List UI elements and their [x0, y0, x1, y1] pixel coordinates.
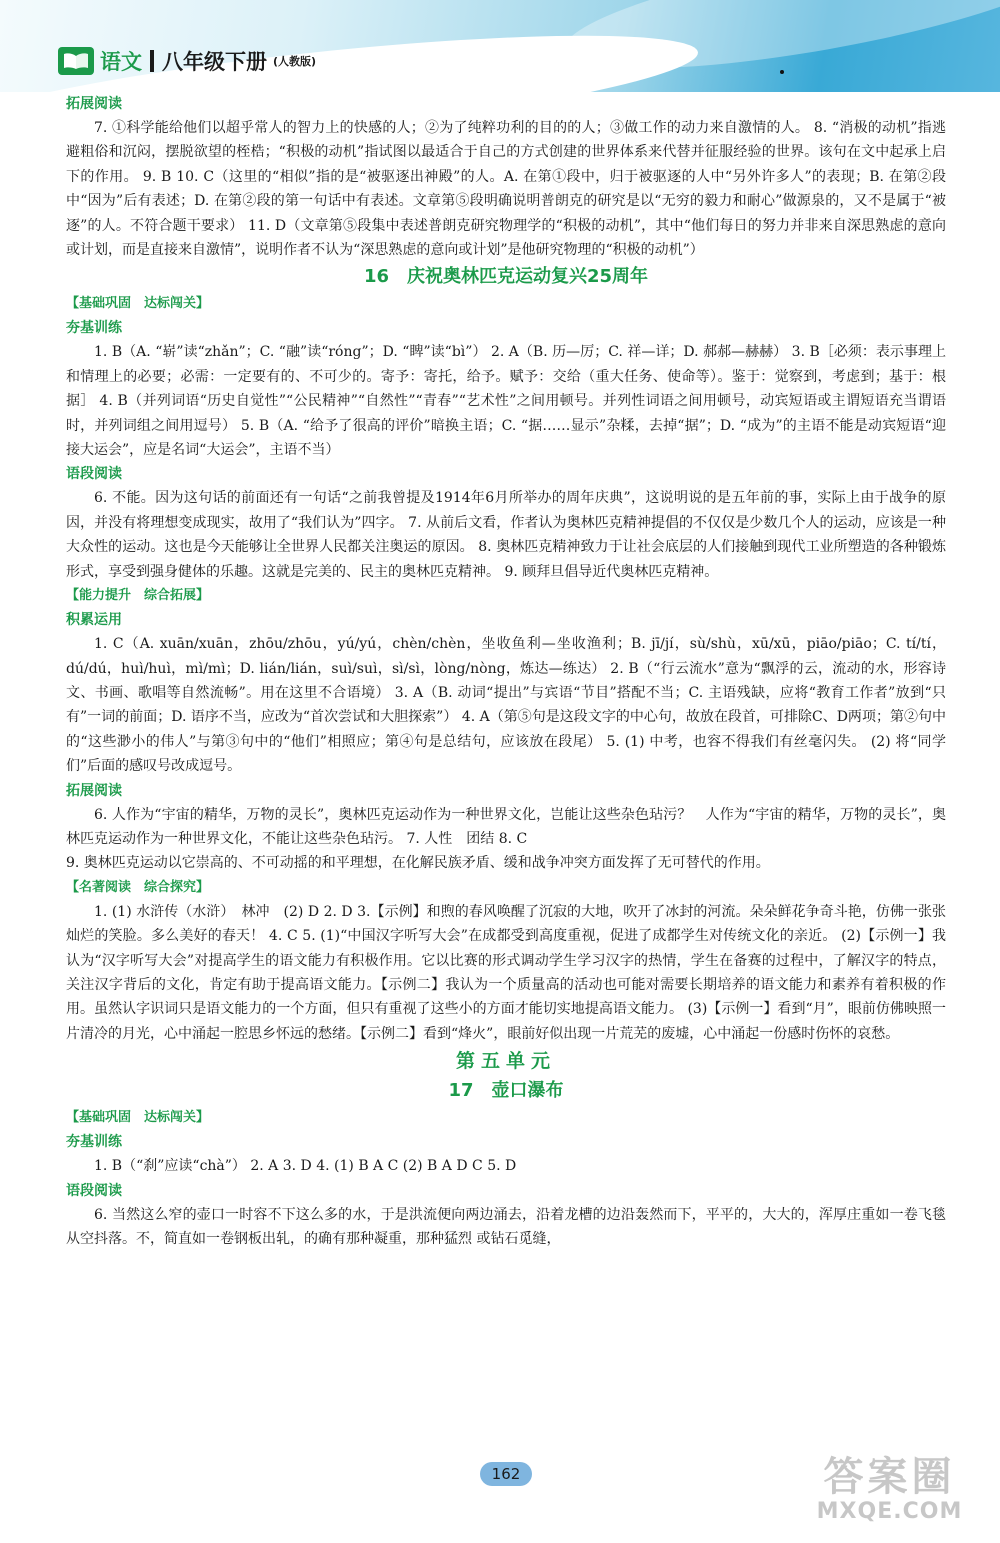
answer-paragraph: 7. ①科学能给他们以超乎常人的智力上的快感的人；②为了纯粹功利的目的的人；③做工作的动力来自激情的人。 8. “消极的动机”指逃避粗俗和沉闷，摆脱欲望的桎梏；“积极的动机”指试图以最适合于自己的方式创建的世界体系来代替并征服经验的世界。该句在文中起承上启下的作用。 9. B 10. C（这里的“相似”指的是“被驱逐出神殿”的人。A. 在第①段中，归于被驱逐的人中“另外许多人”的表现；B. 在第②段中“因为”后有表述；D. 在第②段的第一句话中有表述。文章第⑤段明确说明普朗克的研究是以“无穷的毅力和耐心”做源泉的，又不是属于“被逐”的人。不符合题干要求） 11. D（文章第⑤段集中表述普朗克研究物理学的“积极的动机”，其中“他们每日的努力并非来自深思熟虑的意向或计划，而是直接来自激情”，说明作者不认为“深思熟虑的意向或计划”是他研究物理的“积极的动机”） [66, 120, 946, 259]
watermark-logo-text: 答案圈 [823, 1454, 956, 1500]
answer-paragraph: 1. (1) 水浒传（水浒） 林冲 (2) D 2. D 3.【示例】和煦的春风唤醒了沉寂的大地，吹开了冰封的河流。朵朵鲜花争奇斗艳，仿佛一张张灿烂的笑脸。多么美好的春天！ 4. C 5. (1)“中国汉字听写大会”在成都受到高度重视，促进了成都学生对传统文化的亲近。 (2)【示例一】我认为“汉字听写大会”对提高学生的语文能力有积极作用。它以比赛的形式调动学生学习汉字的热情，学生在备赛的过程中，了解汉字的特点，关注汉字背后的文化，肯定有助于提高语文能力。【示例二】我认为一个质量高的活动也可能对需要长期培养的语文能力和素养有着积极的作用。虽然认字识词只是语文能力的一个方面，但只有重视了这些小的方面才能切实地提高语文能力。 (3)【示例一】看到“月”，眼前仿佛映照一片清冷的月光，心中涌起一腔思乡怀远的愁绪。【示例二】看到“烽火”，眼前好似出现一片荒芜的废墟，心中涌起一份感时伤怀的哀愁。 [66, 903, 946, 1042]
header-band [0, 0, 1000, 92]
open-book-icon [58, 47, 94, 75]
answer-paragraph: 6. 不能。因为这句话的前面还有一句话“之前我曾提及1914年6月所举办的周年庆典”，这说明说的是五年前的事，实际上由于战争的原因，并没有将理想变成现实，故用了“我们认为”四字。 7. 从前后文看，作者认为奥林匹克精神提倡的不仅仅是少数几个人的运动，应该是一种大众性的运动。这也是今天能够让全世界人民都关注奥运的原因。 8. 奥林匹克精神致力于让社会底层的人们接触到现代工业所塑造的各种锻炼形式，享受到强身健体的乐趣。这就是完美的、民主的奥林匹克精神。 9. 顾拜旦倡导近代奥林匹克精神。 [66, 490, 946, 580]
section-heading: 语段阅读 [66, 466, 122, 483]
section-heading: 夯基训练 [66, 1134, 122, 1151]
lesson-title: 16 庆祝奥林匹克运动复兴25周年 [363, 266, 649, 288]
answer-paragraph: 6. 当然这么窄的壶口一时容不下这么多的水，于是洪流便向两边涌去，沿着龙槽的边沿轰然而下，平平的，大大的，浑厚庄重如一卷飞毯从空抖落。不，简直如一卷钢板出轧，的确有那种凝重，那种猛烈 或钻石觅缝， [66, 1206, 946, 1247]
section-heading: 拓展阅读 [66, 96, 122, 112]
grade-label: 八年级下册 [162, 50, 267, 74]
header-divider [150, 50, 154, 72]
section-heading: 拓展阅读 [66, 782, 122, 799]
answer-content [66, 92, 946, 1251]
section-heading: 积累运用 [66, 612, 122, 629]
answer-paragraph: 1. B（A. “崭”读“zhǎn”；C. “融”读“róng”；D. “睥”读“bì”） 2. A（B. 历—厉；C. 祥—详；D. 郝郝—赫赫） 3. B［必须：表示事理上和情理上的必要；必需：一定要有的、不可少的。寄予：寄托，给予。赋予：交给（重大任务、使命等）。鉴于：觉察到，考虑到；基于：根据］ 4. B（并列词语“历史自觉性”“公民精神”“自然性”“青春”“艺术性”之间用顿号。并列性词语之间用顿号，动宾短语或主谓短语充当谓语时，并列词组之间用逗号） 5. B（A. “给予了很高的评价”暗换主语；C. “据……显示”杂糅，去掉“据”；D. “成为”的主语不能是动宾短语“迎接大运会”，应是名词“大运会”，主语不当） [66, 344, 946, 459]
answer-paragraph: 1. C（A. xuān/xuān，zhōu/zhōu，yú/yú，chèn/chèn，坐收鱼利—坐收渔利；B. jī/jí，sù/shù，xū/xū，piāo/piāo；C. tí/tí，dú/dú，huì/huì，mì/mì；D. lián/lián，suì/suì，sì/sì，lòng/nòng，炼达—练达） 2. B（“行云流水”意为“飘浮的云，流动的水，形容诗文、书画、歌唱等自然流畅”。用在这里不合语境） 3. A（B. 动词“提出”与宾语“节目”搭配不当；C. 主语残缺，应将“教育工作者”放到“只有”一词的前面；D. 语序不当，应改为“首次尝试和大胆探索”） 4. A（第⑤句是这段文字的中心句，故放在段首，可排除C、D两项；第②句中的“这些渺小的伟人”与第③句中的“他们”相照应；第④句是总结句，应该放在段尾） 5. (1) 中考，也容不得我们有丝毫闪失。 (2) 将“同学们”后面的感叹号改成逗号。 [66, 636, 946, 775]
watermark-url: MXQE.COM [816, 1499, 963, 1524]
module-heading: 【基础巩固 达标闯关】 [66, 1110, 210, 1126]
answer-paragraph: 9. 奥林匹克运动以它崇高的、不可动摇的和平理想，在化解民族矛盾、缓和战争冲突方面发挥了无可替代的作用。 [66, 855, 770, 872]
edition-label: (人教版) [273, 55, 317, 68]
module-heading: 【基础巩固 达标闯关】 [66, 296, 210, 312]
module-heading: 【能力提升 综合拓展】 [66, 588, 210, 604]
section-heading: 夯基训练 [66, 320, 122, 337]
answer-paragraph: 6. 人作为“宇宙的精华，万物的灵长”，奥林匹克运动作为一种世界文化，岂能让这些杂色玷污？ 人作为“宇宙的精华，万物的灵长”，奥林匹克运动作为一种世界文化，不能让这些杂色玷污。 7. 人性 团结 8. C [66, 806, 946, 847]
lesson-title: 17 壶口瀑布 [448, 1080, 564, 1102]
module-heading: 【名著阅读 综合探究】 [66, 879, 210, 895]
answer-paragraph: 1. B（“刹”应读“chà”） 2. A 3. D 4. (1) B A C (2) B A D C 5. D [94, 1158, 517, 1175]
site-watermark [787, 1455, 992, 1537]
page-number: 162 [480, 1462, 532, 1486]
subject-label: 语文 [100, 50, 142, 74]
unit-title: 第五单元 [455, 1050, 556, 1073]
section-heading: 语段阅读 [66, 1182, 122, 1199]
book-brand [58, 46, 316, 76]
header-dot-decoration [780, 70, 784, 74]
